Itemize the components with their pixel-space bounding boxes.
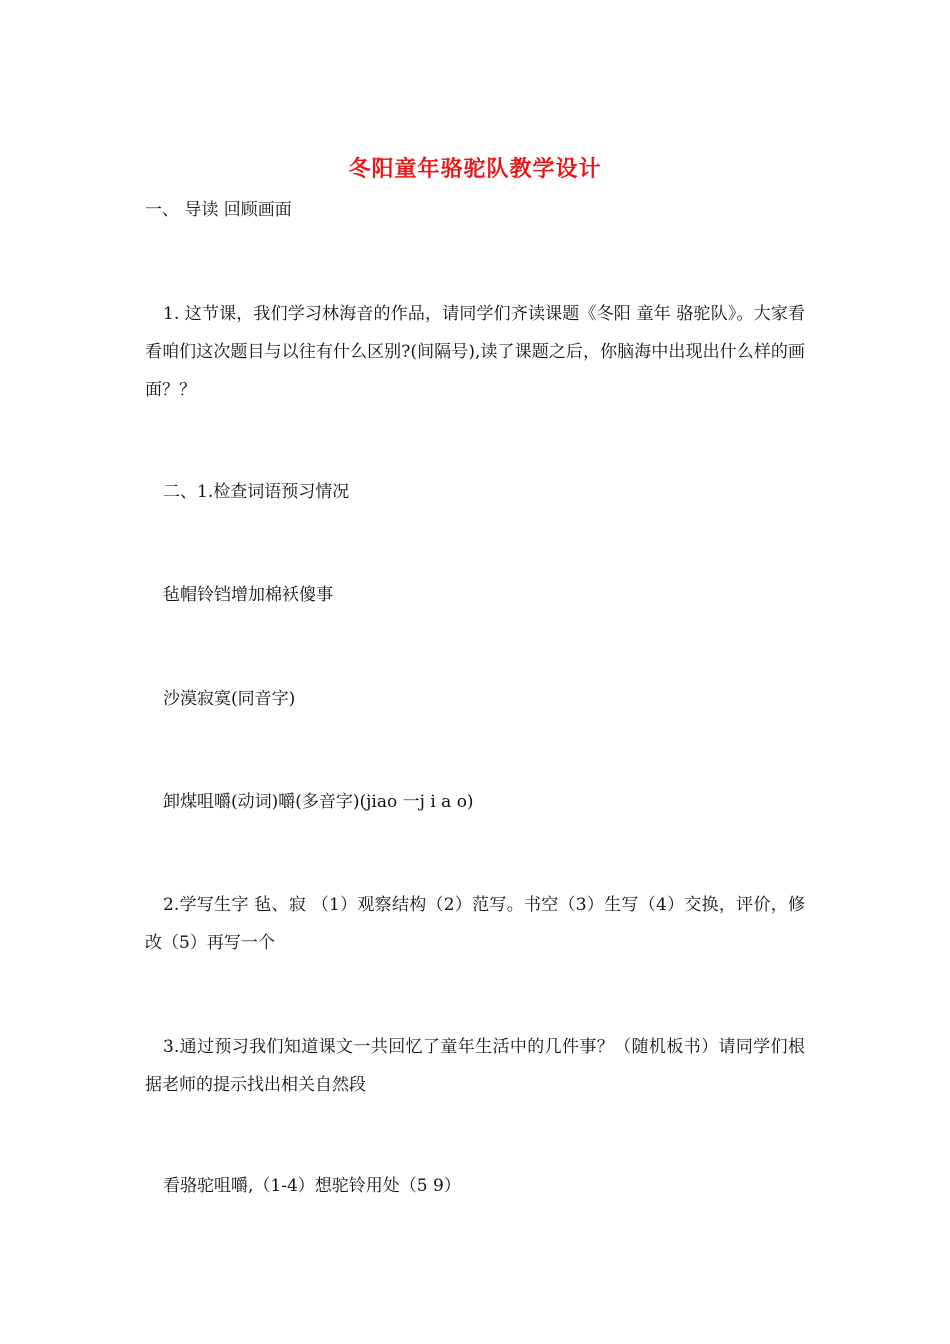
vocabulary-line-3: 卸煤咀嚼(动词)嚼(多音字)(jiao 一j i a o) <box>163 792 474 812</box>
section-2-heading: 二、1.检查词语预习情况 <box>163 482 350 502</box>
paragraph-3: 3.通过预习我们知道课文一共回忆了童年生活中的几件事？（随机板书）请同学们根据老师的提示找出相关自然段 <box>145 1037 805 1095</box>
paragraph-1: 1. 这节课，我们学习林海音的作品，请同学们齐读课题《冬阳 童年 骆驼队》。大家看看咱们这次题目与以往有什么区别?(间隔号),读了课题之后，你脑海中出现出什么样的画面？？ <box>145 304 805 400</box>
paragraph-4: 看骆驼咀嚼,（1-4）想驼铃用处（5 9） <box>163 1176 461 1196</box>
paragraph-2: 2.学写生字 毡、寂 （1）观察结构（2）范写。书空（3）生写（4）交换，评价，修改（5）再写一个 <box>145 895 805 953</box>
section-1-heading: 一、 导读 回顾画面 <box>145 200 292 220</box>
document-title: 冬阳童年骆驼队教学设计 <box>348 156 602 182</box>
vocabulary-line-2: 沙漠寂寞(同音字) <box>163 689 296 709</box>
vocabulary-line-1: 毡帽铃铛增加棉袄傻事 <box>163 585 333 605</box>
